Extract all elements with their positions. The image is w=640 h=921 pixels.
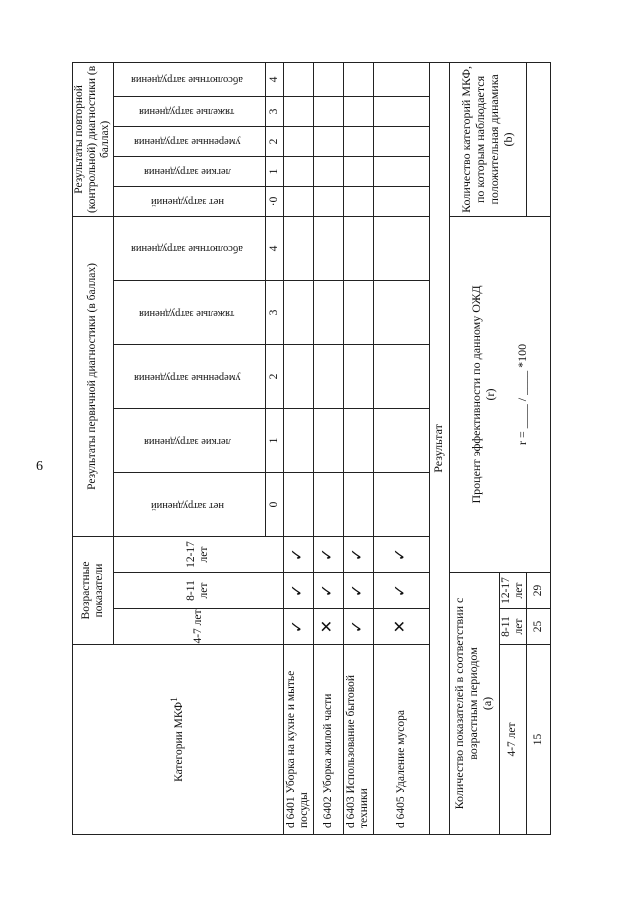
primary-level-3: тяжелые затруднения (113, 280, 265, 344)
mark-cell: ✓ (283, 573, 313, 609)
count-value-4-7: 15 (527, 645, 551, 835)
result-label: Результат (429, 62, 449, 834)
primary-score-2: 2 (265, 344, 283, 408)
efficiency-percent-cell: Процент эффективности по данному ОЖД (r) r = ____ / ____ *100 (449, 216, 550, 572)
primary-level-1: легкие затруднения (113, 408, 265, 472)
primary-score-0: 0 (265, 472, 283, 536)
age-group-header: Возрастные показатели (73, 536, 114, 644)
repeat-diagnostics-header: Результаты повторной (контрольной) диагностики (в баллах) (73, 62, 114, 216)
repeat-score-3: 3 (265, 96, 283, 126)
mark-cell: ✓ (313, 573, 343, 609)
primary-level-0: нет затруднений (113, 472, 265, 536)
category-header: Категории МКФ$^1$ (73, 645, 284, 835)
count-age-8-11: 8-11 лет (499, 609, 526, 645)
positive-dynamics-value (527, 62, 551, 216)
count-age-4-7: 4-7 лет (499, 645, 526, 835)
age-header-8-11: 8-11 лет (113, 573, 283, 609)
repeat-level-3: тяжелые затруднения (113, 96, 265, 126)
repeat-level-1: легкие затруднения (113, 156, 265, 186)
mark-cell: ✓ (283, 536, 313, 572)
mark-cell: ✕ (373, 609, 429, 645)
repeat-score-2: 2 (265, 126, 283, 156)
primary-score-4: 4 (265, 216, 283, 280)
mark-cell: ✓ (283, 609, 313, 645)
positive-dynamics-label: Количество категорий МКФ, по которым наблюдается положительная динамика (b) (449, 62, 526, 216)
repeat-level-4: абсолютные затруднения (113, 62, 265, 96)
row-label: d 6401 Уборка на кухне и мытье посуды (283, 645, 313, 835)
table-row (373, 62, 429, 834)
mark-cell: ✓ (343, 609, 373, 645)
table-row (313, 62, 343, 834)
mark-cell: ✓ (373, 573, 429, 609)
repeat-level-0: нет затруднений (113, 186, 265, 216)
repeat-score-1: 1 (265, 156, 283, 186)
primary-level-4: абсолютные затруднения (113, 216, 265, 280)
table-row (283, 62, 313, 834)
age-header-4-7: 4-7 лет (113, 609, 283, 645)
repeat-level-2: умеренные затруднения (113, 126, 265, 156)
primary-level-2: умеренные затруднения (113, 344, 265, 408)
icf-assessment-table (72, 62, 551, 835)
count-value-8-11: 25 (527, 609, 551, 645)
footnote-mark: 1 (169, 697, 181, 702)
mark-cell: ✓ (373, 536, 429, 572)
indicator-count-label: Количество показателей в соответствии с возрастным периодом (a) (449, 573, 499, 835)
mark-cell: ✓ (343, 573, 373, 609)
primary-diagnostics-header: Результаты первичной диагностики (в баллах) (73, 216, 114, 536)
row-label: d 6405 Удаление мусора (373, 645, 429, 835)
table-row (343, 62, 373, 834)
repeat-score-4: 4 (265, 62, 283, 96)
rotated-table-frame (72, 65, 544, 835)
mark-cell: ✓ (313, 536, 343, 572)
count-value-12-17: 29 (527, 573, 551, 609)
row-label: d 6402 Уборка жилой части (313, 645, 343, 835)
mark-cell: ✓ (343, 536, 373, 572)
mark-cell: ✕ (313, 609, 343, 645)
primary-score-3: 3 (265, 280, 283, 344)
page-number: 6 (36, 459, 43, 474)
primary-score-1: 1 (265, 408, 283, 472)
repeat-score-0: ·0 (265, 186, 283, 216)
row-label: d 6403 Использование бытовой техники (343, 645, 373, 835)
count-age-12-17: 12-17 лет (499, 573, 526, 609)
efficiency-formula: r = ____ / ____ *100 (514, 343, 529, 446)
age-header-12-17: 12-17 лет (113, 536, 283, 572)
